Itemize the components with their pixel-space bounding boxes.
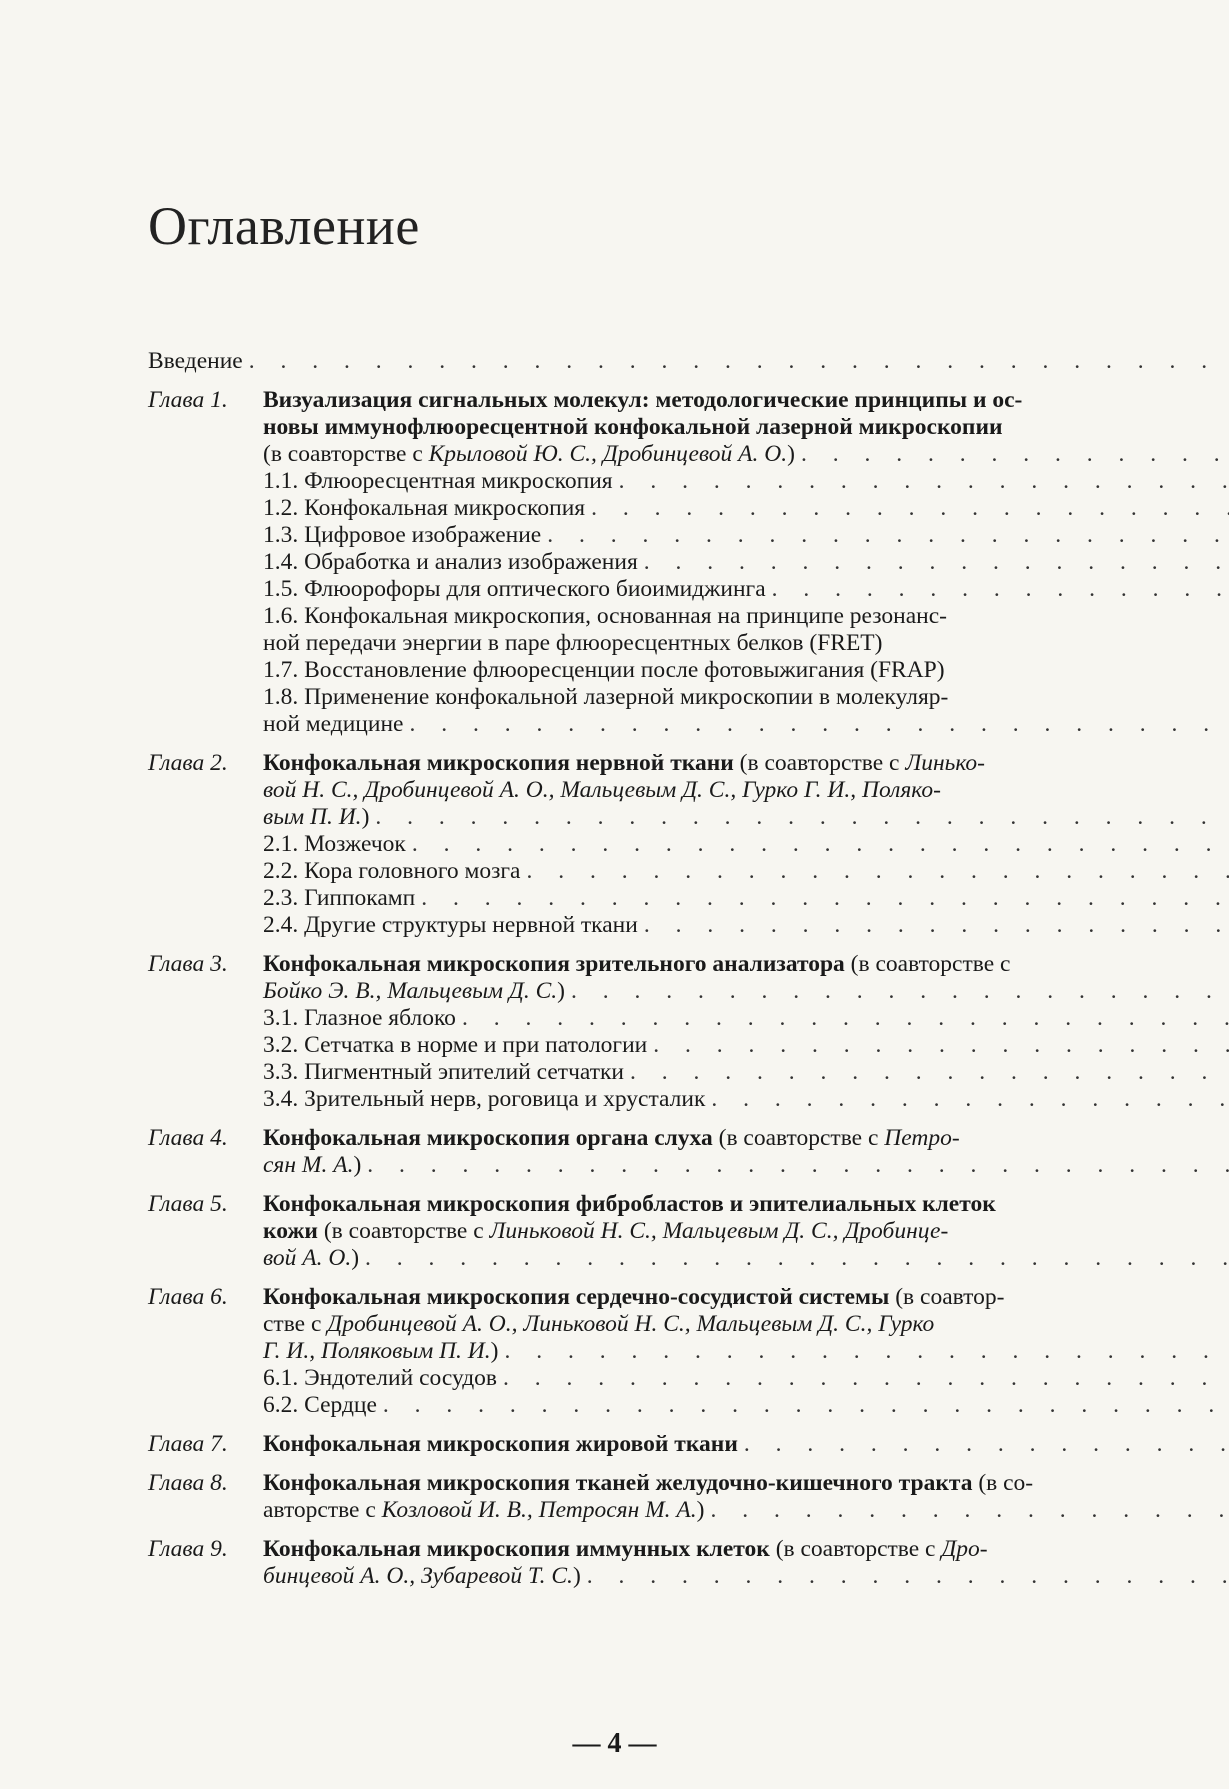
toc-subsection[interactable]: 1.1. Флюоресцентная микроскопия . . .: [263, 468, 1229, 495]
toc-chapter-3[interactable]: Глава 3. Конфокальная микроскопия зрительного анализатора (в соавторстве с Бойко Э. В., Мальцевым Д. С.) . . . 3.1. Глазное яблоко . . . 3.2. Сетчатка в норме и при патологии . . . 3.3. Пигментный эпителий сетчатки . . . 3.4. Зрительный нерв, роговица и хрусталик . . .: [148, 951, 1178, 1113]
intro-label: Введение: [148, 348, 243, 374]
toc-subsection[interactable]: 6.1. Эндотелий сосудов . . .: [263, 1365, 1229, 1392]
toc-subsection[interactable]: 2.3. Гиппокамп . . .: [263, 885, 1229, 912]
page-title: Оглавление: [148, 196, 420, 256]
coauthors: (в соавторстве с Крыловой Ю. С., Дробинцевой А. О.): [263, 441, 795, 467]
toc-chapter-8[interactable]: Глава 8. Конфокальная микроскопия тканей желудочно-кишечного тракта (в со- авторстве с Козловой И. В., Петросян М. А.) . . .: [148, 1470, 1178, 1524]
toc-chapter-6[interactable]: Глава 6. Конфокальная микроскопия сердечно-сосудистой системы (в соавтор- стве с Дробинцевой А. О., Линьковой Н. С., Мальцевым Д. С., Гурко Г. И., Поляковым П. И.) . . . 6.1. Эндотелий сосудов . . . 6.2. Сердце . . .: [148, 1284, 1178, 1419]
chapter-label: Глава 2.: [148, 750, 228, 776]
toc-subsection[interactable]: 3.4. Зрительный нерв, роговица и хрусталик . . .: [263, 1086, 1229, 1113]
toc-subsection[interactable]: 1.5. Флюорофоры для оптического биоимиджинга . . .: [263, 576, 1229, 603]
table-of-contents: [148, 348, 1178, 1590]
chapter-label: Глава 3.: [148, 951, 228, 977]
toc-subsection[interactable]: 3.2. Сетчатка в норме и при патологии . . .: [263, 1032, 1229, 1059]
toc-subsection[interactable]: 1.7. Восстановление флюоресценции после фотовыжигания (FRAP): [263, 657, 945, 683]
chapter-label: Глава 1.: [148, 387, 228, 413]
toc-chapter-9[interactable]: Глава 9. Конфокальная микроскопия иммунных клеток (в соавторстве с Дро- бинцевой А. О., Зубаревой Т. С.) . . .: [148, 1536, 1178, 1590]
toc-subsection[interactable]: 3.3. Пигментный эпителий сетчатки . . .: [263, 1059, 1229, 1086]
page-number: — 4 —: [572, 1728, 657, 1759]
toc-subsection[interactable]: 1.6. Конфокальная микроскопия, основанная на принципе резонанс- ной передачи энергии в паре флюоресцентных белков (FRET): [263, 603, 948, 656]
chapter-title-line: новы иммунофлюоресцентной конфокальной лазерной микроскопии: [263, 414, 1003, 440]
chapter-label: Глава 5.: [148, 1191, 228, 1217]
toc-subsection[interactable]: 2.2. Кора головного мозга . . .: [263, 858, 1229, 885]
chapter-label: Глава 7.: [148, 1431, 228, 1457]
toc-subsection[interactable]: 1.3. Цифровое изображение . . .: [263, 522, 1229, 549]
toc-subsection[interactable]: 1.8. Применение конфокальной лазерной микроскопии в молекуляр- ной медицине . . .: [263, 684, 1229, 738]
toc-subsection[interactable]: 3.1. Глазное яблоко . . .: [263, 1005, 1229, 1032]
leader-dots: [504, 1338, 1229, 1365]
leader-dots: [711, 1497, 1229, 1524]
chapter-label: Глава 6.: [148, 1284, 228, 1310]
chapter-label: Глава 8.: [148, 1470, 228, 1496]
leader-dots: [365, 1245, 1229, 1272]
toc-subsection[interactable]: 1.2. Конфокальная микроскопия . . .: [263, 495, 1229, 522]
toc-subsection[interactable]: 2.1. Мозжечок . . .: [263, 831, 1229, 858]
leader-dots: [367, 1152, 1229, 1179]
toc-chapter-7[interactable]: Глава 7. Конфокальная микроскопия жировой ткани . . .: [148, 1431, 1178, 1458]
chapter-label: Глава 9.: [148, 1536, 228, 1562]
toc-chapter-2[interactable]: Глава 2. Конфокальная микроскопия нервной ткани (в соавторстве с Линько- вой Н. С., Дробинцевой А. О., Мальцевым Д. С., Гурко Г. И., Поляко- вым П. И.) . . . 2.1. Мозжечок . . . 2.2. Кора головного мозга . . . 2.3. Гиппокамп . . . 2.4. Другие структуры нервной ткани . . .: [148, 750, 1178, 939]
leader-dots: [249, 348, 1229, 375]
leader-dots: [744, 1431, 1229, 1458]
toc-chapter-5[interactable]: Глава 5. Конфокальная микроскопия фибробластов и эпителиальных клеток кожи (в соавторстве с Линьковой Н. С., Мальцевым Д. С., Дробинце- вой А. О.) . . .: [148, 1191, 1178, 1272]
leader-dots: [587, 1563, 1229, 1590]
leader-dots: [375, 804, 1229, 831]
toc-subsection[interactable]: 6.2. Сердце . . .: [263, 1392, 1229, 1419]
toc-chapter-1[interactable]: [148, 387, 1178, 738]
toc-chapter-4[interactable]: Глава 4. Конфокальная микроскопия органа слуха (в соавторстве с Петро- сян М. А.) . . .: [148, 1125, 1178, 1179]
leader-dots: [571, 978, 1229, 1005]
toc-subsection[interactable]: 1.4. Обработка и анализ изображения . . .: [263, 549, 1229, 576]
chapter-title-line: Визуализация сигнальных молекул: методологические принципы и ос-: [263, 387, 1023, 413]
toc-subsection[interactable]: 2.4. Другие структуры нервной ткани . . .: [263, 912, 1229, 939]
toc-entry-intro[interactable]: [148, 348, 1178, 375]
leader-dots: [801, 441, 1229, 468]
chapter-label: Глава 4.: [148, 1125, 228, 1151]
